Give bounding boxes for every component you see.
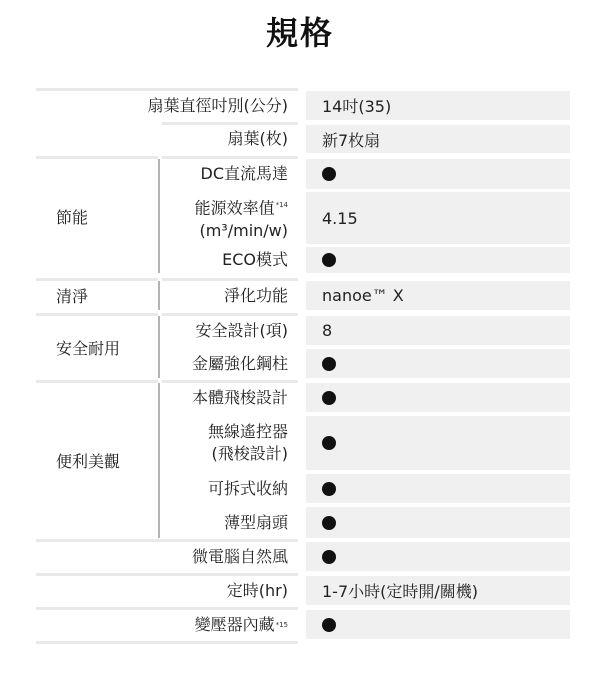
supported-dot-icon	[322, 482, 336, 496]
supported-dot-icon	[322, 436, 336, 450]
spec-value-fan-diameter: 14吋(35)	[306, 91, 570, 120]
spec-value-purification: nanoe™ X	[306, 281, 570, 310]
spec-label-dc-motor: DC直流馬達	[162, 159, 298, 189]
supported-dot-icon	[322, 357, 336, 371]
supported-dot-icon	[322, 618, 336, 632]
page-title: 規格	[265, 14, 334, 52]
category-clean: 清淨	[36, 281, 158, 310]
spec-value-steel-pole	[306, 349, 570, 378]
spec-value-transformer	[306, 610, 570, 639]
spec-label-timer: 定時(hr)	[36, 576, 298, 605]
label-line: 變壓器內藏	[194, 614, 275, 634]
spec-value-timer: 1-7小時(定時開/關機)	[306, 576, 570, 605]
spec-label-natural-wind: 微電腦自然風	[36, 542, 298, 571]
spec-value-thin-head	[306, 507, 570, 538]
supported-dot-icon	[322, 391, 336, 405]
spec-value-safety-design: 8	[306, 316, 570, 345]
spec-label-remote	[162, 416, 298, 470]
label-line: 能源效率值	[194, 198, 275, 218]
spec-label-purification: 淨化功能	[162, 281, 298, 310]
category-energy: 節能	[36, 159, 158, 273]
spec-label-transformer	[36, 610, 298, 639]
category-convenience: 便利美觀	[36, 383, 158, 538]
spec-label-thin-head: 薄型扇頭	[162, 507, 298, 538]
spec-label-eco-mode: ECO模式	[162, 247, 298, 273]
spec-label-steel-pole: 金屬強化鋼柱	[162, 349, 298, 378]
spec-label-energy-efficiency	[162, 192, 298, 244]
supported-dot-icon	[322, 253, 336, 267]
category-safety: 安全耐用	[36, 316, 158, 378]
supported-dot-icon	[322, 167, 336, 181]
spec-value-removable	[306, 474, 570, 503]
category-divider	[158, 281, 160, 310]
spec-label-safety-design: 安全設計(項)	[162, 316, 298, 345]
spec-label-removable: 可拆式收納	[162, 474, 298, 503]
spec-label-blades: 扇葉(枚)	[162, 125, 298, 153]
spec-label-body-dial: 本體飛梭設計	[162, 383, 298, 412]
spec-value-body-dial	[306, 383, 570, 412]
label-line: 無線遙控器	[207, 422, 288, 441]
label-line: (飛梭設計)	[211, 444, 288, 463]
spec-value-remote	[306, 416, 570, 470]
category-divider	[158, 159, 160, 273]
footnote-mark: *15	[275, 620, 288, 629]
spec-value-natural-wind	[306, 542, 570, 571]
spec-label-fan-diameter: 扇葉直徑吋別(公分)	[36, 91, 298, 120]
spec-value-blades: 新7枚扇	[306, 125, 570, 153]
spec-value-dc-motor	[306, 159, 570, 189]
spec-value-energy-efficiency: 4.15	[306, 192, 570, 244]
supported-dot-icon	[322, 550, 336, 564]
footnote-mark: *14	[275, 201, 288, 210]
divider	[36, 641, 298, 644]
category-divider	[158, 383, 160, 538]
category-divider	[158, 316, 160, 378]
supported-dot-icon	[322, 516, 336, 530]
label-line: (m³/min/w)	[199, 220, 288, 240]
spec-value-eco-mode	[306, 247, 570, 273]
